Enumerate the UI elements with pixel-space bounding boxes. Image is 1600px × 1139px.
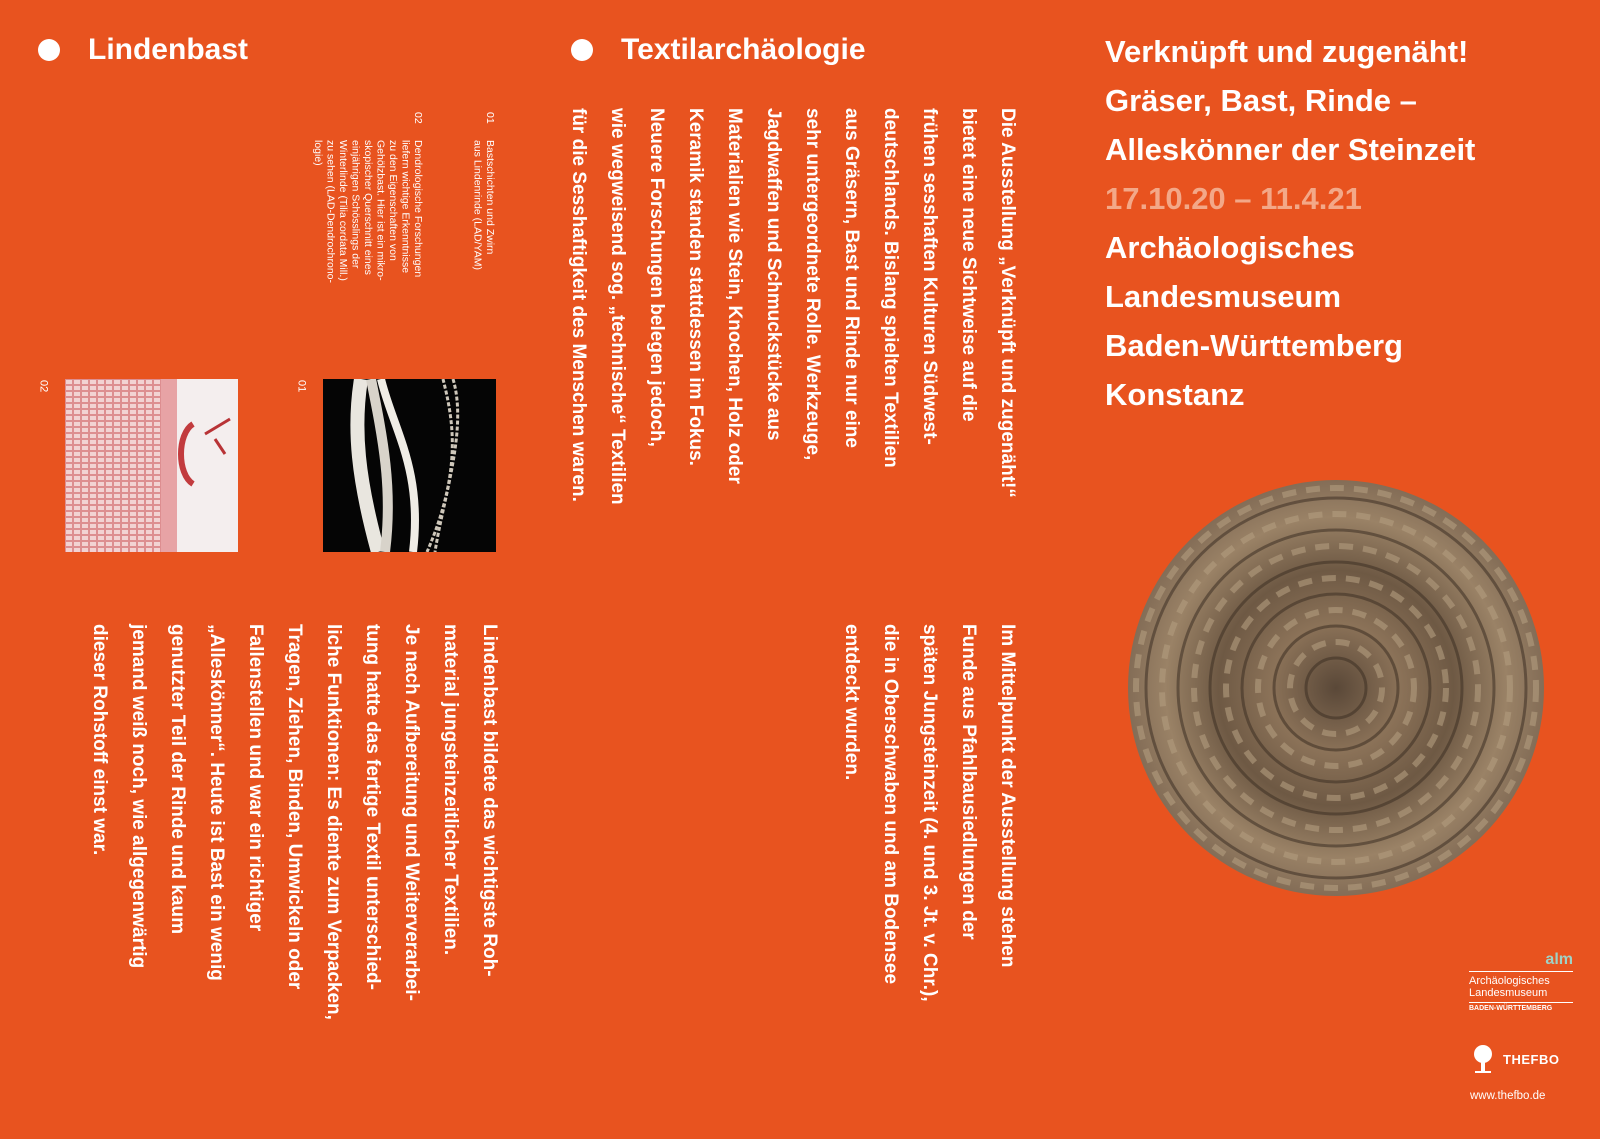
alm-name-line: Landesmuseum: [1469, 987, 1548, 999]
alm-name: [1469, 971, 1573, 999]
text-line: Tragen, Ziehen, Binden, Umwickeln oder: [284, 624, 305, 990]
photo-bast-strands: [323, 379, 496, 552]
venue-line: Landesmuseum: [1105, 279, 1342, 314]
text-line: Keramik standen stattdessen im Fokus.: [685, 108, 706, 466]
alm-mark: alm: [1545, 951, 1573, 968]
text-line: Im Mittelpunkt der Ausstellung stehen: [997, 624, 1018, 968]
bast-text: [80, 624, 509, 1094]
text-line: frühen sesshaften Kulturen Südwest-: [919, 108, 940, 445]
coil-pattern: [1128, 480, 1544, 896]
text-line: sehr untergeordnete Rolle. Werkzeuge,: [802, 108, 823, 461]
intro-text: [559, 108, 1027, 608]
text-line: dieser Rohstoff einst war.: [89, 624, 110, 856]
title-line: Verknüpft und zugenäht!: [1105, 34, 1469, 69]
text-line: „Alleskönner“. Heute ist Bast ein wenig: [206, 624, 227, 981]
section-heading-lindenbast: [38, 33, 248, 67]
text-line: Die Ausstellung „Verknüpft und zugenäht!“: [997, 108, 1018, 498]
caption-line: Winterlinde (Tilia cordata Mill.): [337, 140, 349, 281]
caption-line: aus Lindenrinde (LAD/YAM): [471, 140, 484, 270]
text-line: die in Oberschwaben und am Bodensee: [880, 624, 901, 985]
text-line: Funde aus Pfahlbausiedlungen der: [958, 624, 979, 940]
text-line: deutschlands. Bislang spielten Textilien: [880, 108, 901, 468]
thefbo-logo: [1469, 1044, 1559, 1074]
bullet-dot-icon: [38, 39, 60, 61]
text-line: Neuere Forschungen belegen jedoch,: [646, 108, 667, 447]
caption-02: [412, 112, 425, 124]
caption-line: logie): [312, 140, 324, 166]
text-line: Je nach Aufbereitung und Weiterverarbei-: [401, 624, 422, 1001]
caption-line: skopischer Querschnitt eines: [362, 140, 374, 275]
text-line: für die Sesshaftigkeit des Menschen waren.: [568, 108, 589, 502]
caption-line: zu sehen (LAD-Dendrochrono-: [324, 140, 337, 283]
caption-line: Bastschichten und Zwirn: [484, 140, 496, 255]
venue-line: Archäologisches: [1105, 230, 1355, 265]
text-line: wie wegweisend sog. „technische“ Textilien: [607, 108, 628, 505]
alm-region: BADEN-WÜRTTEMBERG: [1469, 1002, 1573, 1012]
woven-coil-image: [1128, 480, 1544, 896]
exhibition-dates: 17.10.20 – 11.4.21: [1105, 181, 1362, 216]
text-line: bietet eine neue Sichtweise auf die: [958, 108, 979, 422]
thefbo-name: THEFBO: [1503, 1051, 1560, 1067]
caption-number: 01: [484, 112, 496, 124]
text-line: liche Funktionen: Es diente zum Verpacken,: [323, 624, 344, 1020]
section-heading-textilarchaeologie: [571, 33, 866, 67]
title-line: Gräser, Bast, Rinde –: [1105, 83, 1417, 118]
photo-label-01: 01: [295, 380, 308, 393]
bullet-dot-icon: [571, 39, 593, 61]
text-line: späten Jungsteinzeit (4. und 3. Jt. v. Chr.),: [919, 624, 940, 1002]
text-line: tung hatte das fertige Textil unterschied-: [362, 624, 383, 990]
alm-name-line: Archäologisches: [1469, 975, 1550, 987]
text-line: genutzter Teil der Rinde und kaum: [167, 624, 188, 935]
caption-line: einjährigen Schösslings der: [349, 140, 362, 269]
cross-section-image: [65, 379, 238, 552]
caption-line: Gehölzbast. Hier ist ein mikro-: [374, 140, 387, 281]
venue-line: Baden-Württemberg: [1105, 328, 1403, 363]
text-line: jemand weiß noch, wie allgegenwärtig: [128, 624, 149, 969]
heading-text: Lindenbast: [88, 33, 249, 66]
heading-text: Textilarchäologie: [621, 33, 866, 66]
tree-icon: [1469, 1044, 1497, 1074]
text-line: Jagdwaffen und Schmuckstücke aus: [763, 108, 784, 441]
website-link[interactable]: www.thefbo.de: [1470, 1090, 1546, 1102]
text-line: entdeckt wurden.: [841, 624, 862, 781]
caption-number: 02: [412, 112, 424, 124]
title-block: [1105, 27, 1475, 419]
caption-01: [484, 112, 497, 134]
photo-label-02: 02: [37, 380, 50, 393]
text-line: Lindenbast bildete das wichtigste Roh-: [479, 624, 500, 977]
text-line: material jungsteinzeitlicher Textilien.: [440, 624, 461, 956]
caption-01-text: [471, 140, 496, 270]
text-line: aus Gräsern, Bast und Rinde nur eine: [841, 108, 862, 448]
text-line: Materialien wie Stein, Knochen, Holz oder: [724, 108, 745, 484]
caption-line: liefern wichtige Erkenntnisse: [399, 140, 412, 274]
focus-text: [832, 624, 1027, 1094]
caption-line: zu den Eigenschaften von: [387, 140, 399, 261]
venue-line: Konstanz: [1105, 377, 1245, 412]
text-line: Fallenstellen und war ein richtiger: [245, 624, 266, 932]
title-line: Alleskönner der Steinzeit: [1105, 132, 1476, 167]
alm-logo: [1469, 952, 1573, 1012]
photo-cross-section: [65, 379, 238, 552]
bast-strands-image: [323, 379, 496, 552]
caption-line: Dendrologische Forschungen: [412, 140, 424, 278]
caption-02-text: [312, 140, 425, 283]
